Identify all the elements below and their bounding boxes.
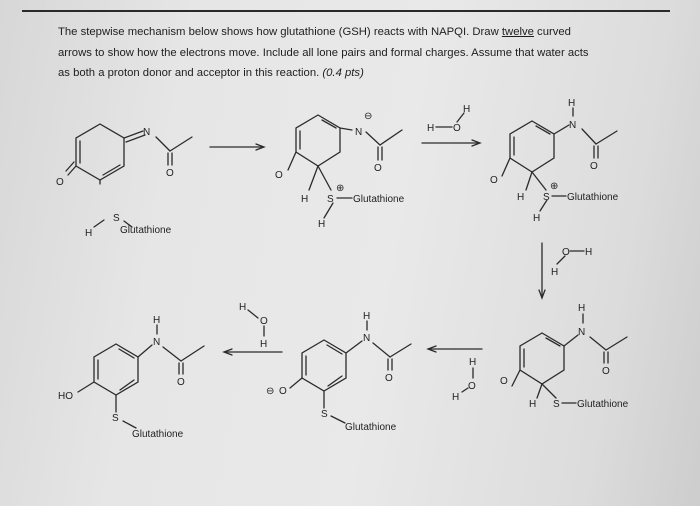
atom-o: O [468, 381, 476, 392]
charge-plus: ⊕ [336, 183, 345, 194]
atom-o: O [177, 377, 185, 388]
atom-h: H [239, 302, 247, 313]
water-molecule [452, 357, 476, 403]
atom-h: H [85, 228, 93, 239]
atom-o: O [56, 177, 64, 188]
atom-h: H [551, 267, 559, 278]
glutathione-label: Glutathione [132, 429, 184, 440]
phenoxide-intermediate [266, 311, 411, 433]
atom-h: H [517, 192, 525, 203]
charge-minus: ⊖ [364, 111, 373, 122]
atom-o: O [500, 376, 508, 387]
atom-h: H [427, 123, 435, 134]
question-line-1: The stepwise mechanism below shows how glutathione (GSH) reacts with NAPQI. Draw twelve curved [58, 26, 571, 38]
atom-h: H [533, 213, 541, 224]
protonated-intermediate [490, 98, 619, 224]
atom-h: H [153, 315, 161, 326]
atom-o: O [590, 161, 598, 172]
atom-h: H [578, 303, 586, 314]
atom-o: O [385, 373, 393, 384]
atom-s: S [327, 194, 334, 205]
charge-minus: ⊖ [266, 386, 275, 397]
atom-s: S [553, 399, 560, 410]
atom-n: N [153, 337, 161, 348]
atom-o: O [166, 168, 174, 179]
atom-n: N [355, 127, 363, 138]
reaction-arrow [428, 346, 482, 352]
atom-o: O [260, 316, 268, 327]
question-line-3: as both a proton donor and acceptor in this reaction. (0.4 pts) [58, 67, 364, 79]
atom-o: O [490, 175, 498, 186]
atom-s: S [321, 409, 328, 420]
product-structure [58, 315, 204, 440]
reaction-arrow [224, 349, 282, 355]
atom-h: H [318, 219, 326, 230]
atom-h: H [363, 311, 371, 322]
glutathione-label: Glutathione [345, 422, 397, 433]
atom-o: O [602, 366, 610, 377]
glutathione-label: Glutathione [353, 194, 405, 205]
atom-h: H [452, 392, 460, 403]
water-molecule [239, 302, 268, 350]
glutathione-label: Glutathione [120, 225, 172, 236]
atom-h: H [568, 98, 576, 109]
atom-h: H [260, 339, 268, 350]
neutral-intermediate [500, 303, 629, 410]
atom-n: N [569, 120, 577, 131]
atom-h: H [585, 247, 593, 258]
napqi-structure [56, 124, 192, 188]
atom-o: O [453, 123, 461, 134]
atom-n: N [578, 327, 586, 338]
glutathione-label: Glutathione [567, 192, 619, 203]
glutathione-label: Glutathione [577, 399, 629, 410]
charge-plus: ⊕ [550, 181, 559, 192]
atom-h: H [529, 399, 537, 410]
atom-o: O [562, 247, 570, 258]
atom-o: O [275, 170, 283, 181]
atom-h: H [301, 194, 309, 205]
atom-o: O [374, 163, 382, 174]
anion-intermediate [275, 111, 405, 230]
atom-s: S [113, 213, 120, 224]
reaction-arrow [210, 144, 264, 150]
reaction-arrow [539, 243, 592, 298]
gsh-reagent [85, 213, 172, 239]
atom-ho: HO [58, 391, 73, 402]
atom-h: H [469, 357, 477, 368]
question-line-2: arrows to show how the electrons move. Include all lone pairs and formal charges. Assume that water acts [58, 46, 589, 59]
atom-n: N [363, 333, 371, 344]
atom-s: S [112, 413, 119, 424]
atom-n: N [143, 127, 151, 138]
water-molecule [427, 104, 470, 134]
atom-h: H [463, 104, 471, 115]
atom-s: S [543, 192, 550, 203]
reaction-arrow [422, 140, 480, 146]
atom-o: O [279, 386, 287, 397]
